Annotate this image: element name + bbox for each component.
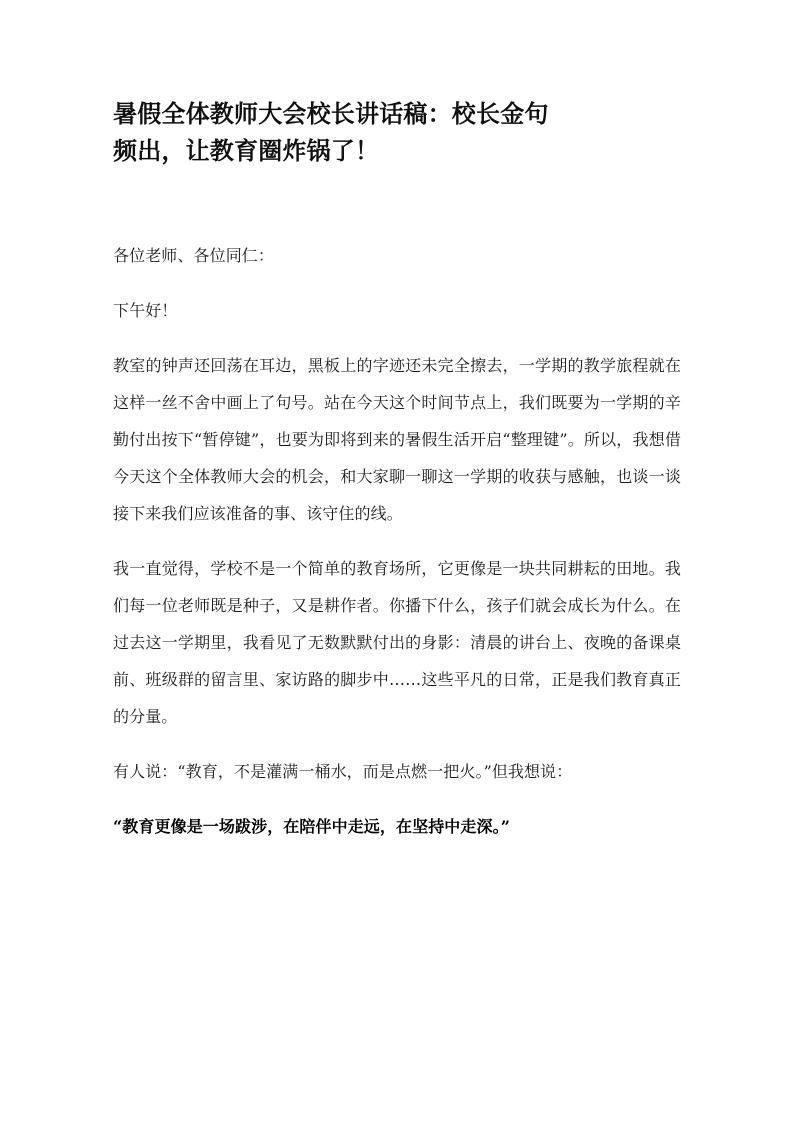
document-content: [113, 95, 681, 845]
closing-quote: “教育更像是一场跋涉，在陪伴中走远，在坚持中走深。”: [113, 817, 511, 836]
greeting: 下午好！: [113, 301, 178, 320]
title-body-spacer: [113, 169, 681, 237]
page-title-line-1: 暑假全体教师大会校长讲话稿：校长金句: [113, 99, 549, 128]
salutation: 各位老师、各位同仁：: [113, 246, 275, 265]
body-paragraph-1: 教室的钟声还回荡在耳边，黑板上的字迹还未完全擦去，一学期的教学旅程就在这样一丝不舍中画上了句号。站在今天这个时间节点上，我们既要为一学期的辛勤付出按下“暂停键”，也要为即将到来的暑假生活开启“整理键”。所以，我想借今天这个全体教师大会的机会，和大家聊一聊这一学期的收获与感触，也谈一谈接下来我们应该准备的事、该守住的线。: [113, 356, 681, 523]
body-paragraph-3: 有人说：“教育，不是灌满一桶水，而是点燃一把火。”但我想说：: [113, 762, 573, 781]
page-title: [113, 95, 681, 169]
body-paragraph-2: 我一直觉得，学校不是一个简单的教育场所，它更像是一块共同耕耘的田地。我们每一位老师既是种子，又是耕作者。你播下什么，孩子们就会成长为什么。在过去这一学期里，我看见了无数默默付出的身影：清晨的讲台上、夜晚的备课桌前、班级群的留言里、家访路的脚步中……这些平凡的日常，正是我们教育真正的分量。: [113, 559, 681, 726]
page-title-line-2: 频出，让教育圈炸锅了！: [113, 136, 380, 165]
